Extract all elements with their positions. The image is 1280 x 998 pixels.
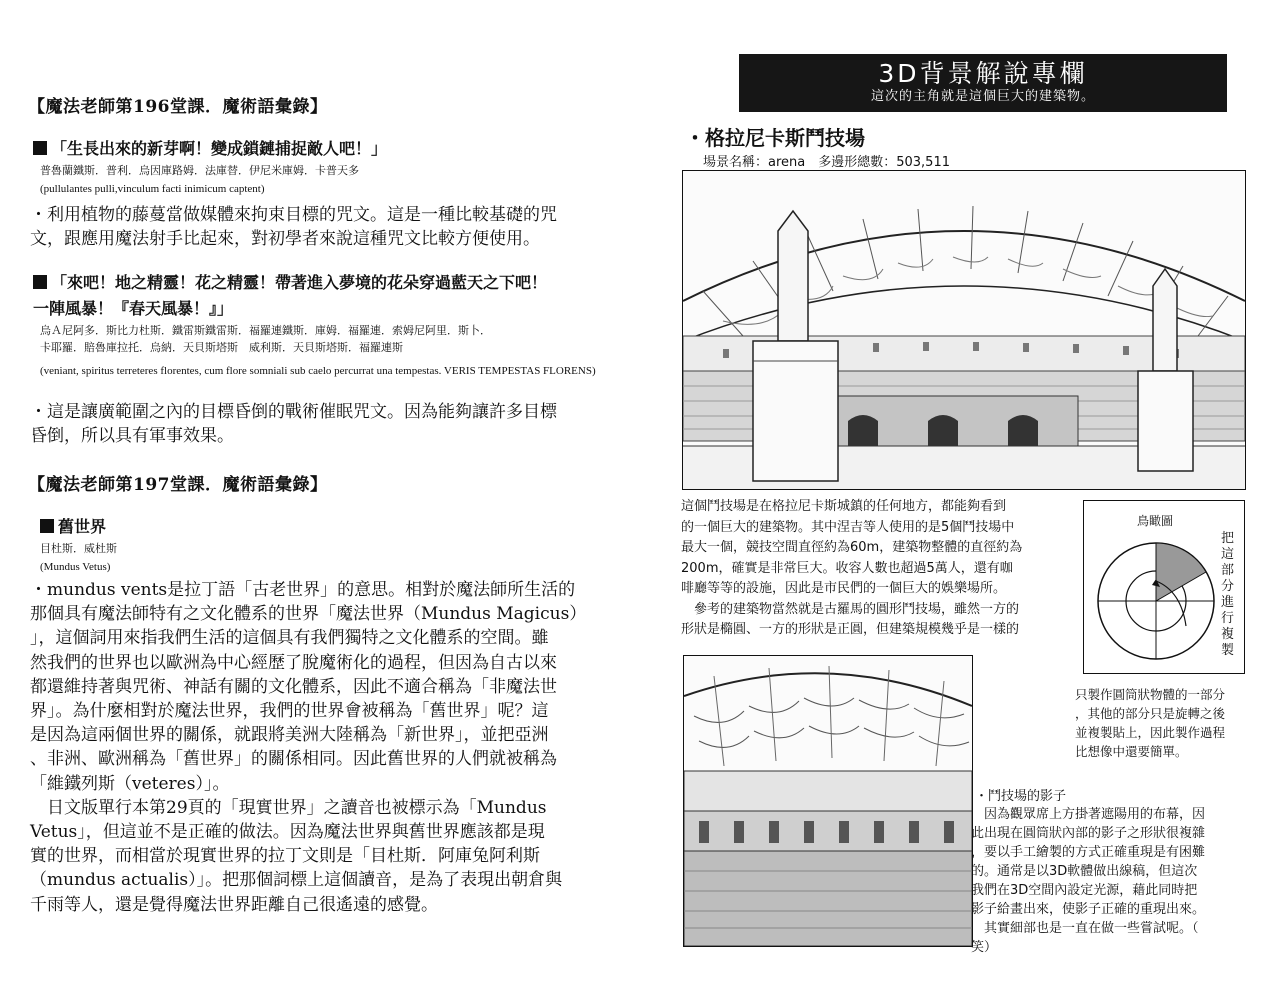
arena-illustration: [682, 170, 1246, 490]
shadow-line: 因為觀眾席上方掛著遮陽用的布幕，因: [971, 807, 1206, 822]
black-square-icon: [33, 275, 47, 289]
black-square-icon: [40, 519, 54, 533]
desc-line: 參考的建築物當然就是古羅馬的圓形鬥技場，雖然一方的: [681, 601, 1020, 617]
shadow-line: ，要以手工繪製的方式正確重現是有困難: [971, 845, 1206, 860]
section-196-title: 【魔法老師第196堂課．魔術語彙錄】: [28, 97, 328, 117]
old-world-heading: [40, 514, 106, 537]
desc-line: 的一個巨大的建築物。其中涅吉等人使用的是5個鬥技場中: [681, 519, 1015, 535]
spell2-heading: [33, 270, 547, 322]
body-line: 實的世界，而相當於現實世界的拉丁文則是「目杜斯．阿庫兔阿利斯: [30, 846, 540, 867]
body-line: 」，這個詞用來指我們生活的這個具有我們獨特之文化體系的空間。雖: [30, 628, 549, 649]
shadow-line: 笑）: [971, 940, 998, 955]
body-line: 然我們的世界也以歐洲為中心經歷了脫魔術化的過程，但因為自古以來: [30, 652, 557, 673]
desc-line: 200m，確實是非常巨大。收容人數也超過5萬人，還有咖: [681, 560, 1013, 576]
desc-line: 這個鬥技場是在格拉尼卡斯城鎮的任何地方，都能夠看到: [681, 499, 1007, 514]
reading-line: 卡耶羅．賠魯庫拉托．烏納．天貝斯塔斯 威利斯．天貝斯塔斯．福羅連斯: [40, 341, 403, 354]
old-world-reading: 目杜斯．威杜斯: [40, 542, 117, 555]
spell2-heading-line: 「來吧！地之精靈！花之精靈！帶著進入夢境的花朵穿過藍天之下吧！: [51, 273, 548, 292]
shadow-line: 的。通常是以3D軟體做出線稿，但這次: [971, 864, 1198, 879]
body-line: 那個具有魔法師特有之文化體系的世界「魔法世界（Mundus Magicus）: [30, 604, 587, 625]
body-line: 是因為這兩個世界的關係，就跟將美洲大陸稱為「新世界」，並把亞洲: [30, 725, 549, 746]
desc-line: 啡廳等等的設施，因此是市民們的一個巨大的娛樂場所。: [681, 581, 1007, 596]
spell2-body: [30, 400, 630, 448]
spell2-latin: (veniant, spiritus terreteres florentes, cum flore somniali sub caelo percurrat una tempestas. VERIS TEMPESTAS FLORENS): [40, 365, 596, 377]
spell1-heading: [33, 136, 387, 159]
spell1-body: [30, 203, 630, 251]
body-line: 文，跟應用魔法射手比起來，對初學者來說這種咒文比較方便使用。: [30, 229, 540, 249]
desc-line: 最大一個，競技空間直徑約為60m，建築物整體的直徑約為: [681, 540, 1023, 555]
spell2-heading-line: 一陣風暴！『春天風暴！』」: [33, 299, 234, 318]
body-line: 都還維持著與咒術、神話有關的文化體系，因此不適合稱為「非魔法世: [30, 676, 557, 697]
banner-title: 3D背景解說專欄: [878, 59, 1088, 88]
diagram-caption: [1075, 685, 1245, 761]
shadow-line: 此出現在圓筒狀內部的影子之形狀很複雜: [971, 826, 1206, 841]
spell1-reading: 普魯蘭鐵斯．普利．烏因庫路姆．法庫替．伊尼米庫姆．卡普天多: [40, 164, 359, 177]
body-line: Vetus」，但這並不是正確的做法。因為魔法世界與舊世界應該都是現: [30, 822, 545, 843]
birds-eye-diagram: [1083, 500, 1245, 674]
arena-title: ・格拉尼卡斯鬥技場: [685, 126, 865, 150]
body-line: ・這是讓廣範圍之內的目標昏倒的戰術催眠咒文。因為能夠讓許多目標: [30, 402, 557, 422]
arena-description: [681, 497, 1081, 641]
right-page: [645, 0, 1280, 998]
arena-shadow-illustration: [683, 655, 973, 947]
old-world-latin: (Mundus Vetus): [40, 561, 111, 573]
body-line: 「維鐵列斯（veteres）」。: [30, 773, 230, 794]
body-line: ・利用植物的藤蔓當做媒體來拘束目標的咒文。這是一種比較基礎的咒: [30, 205, 557, 225]
spell2-reading: [40, 322, 491, 356]
body-line: 、非洲、歐洲稱為「舊世界」的關係相同。因此舊世界的人們就被稱為: [30, 749, 557, 770]
spell1-latin: (pullulantes pulli,vinculum facti inimicum captent): [40, 183, 265, 195]
body-line: 千雨等人，還是覺得魔法世界距離自己很遙遠的感覺。: [30, 894, 438, 915]
shadow-line: 我們在3D空間內設定光源，藉此同時把: [971, 883, 1198, 898]
scene-info: 場景名稱：arena 多邊形總數：503,511: [703, 155, 950, 170]
body-line: 昏倒，所以具有軍事效果。: [30, 426, 234, 446]
body-line: （mundus actualis）」。把那個詞標上這個讀音，是為了表現出朝倉與: [30, 870, 563, 891]
circle-diagram: [1086, 531, 1226, 671]
section-197-title: 【魔法老師第197堂課．魔術語彙錄】: [28, 475, 328, 495]
diagram-label: 把這部分進行複製: [1221, 531, 1235, 658]
column-banner: [739, 54, 1227, 112]
body-line: ・mundus vents是拉丁語「古老世界」的意思。相對於魔法師所生活的: [30, 580, 576, 600]
arena-render-image: [683, 171, 1245, 489]
caption-line: 比想像中還要簡單。: [1075, 744, 1188, 759]
shadow-line: 其實細部也是一直在做一些嘗試呢。（: [971, 921, 1199, 936]
body-line: 日文版單行本第29頁的「現實世界」之讀音也被標示為「Mundus: [30, 797, 547, 818]
black-square-icon: [33, 141, 47, 155]
shadow-render-image: [684, 656, 972, 946]
reading-line: 烏Ａ尼阿多．斯比力杜斯．鐵雷斯鐵雷斯．福羅連鐵斯．庫姆．福羅連．索姆尼阿里．斯卜．: [40, 324, 491, 337]
old-world-body: [30, 578, 640, 917]
desc-line: 形狀是橢圓、一方的形狀是正圓，但建築規模幾乎是一樣的: [681, 622, 1020, 637]
diagram-title: 鳥瞰圖: [1137, 514, 1174, 528]
caption-line: ，其他的部分只是旋轉之後: [1075, 706, 1226, 721]
shadow-section-text: [971, 805, 1251, 957]
caption-line: 並複製貼上，因此製作過程: [1075, 725, 1226, 740]
old-world-heading-text: 舊世界: [58, 517, 107, 536]
spell1-heading-text: 「生長出來的新芽啊！變成鎖鏈捕捉敵人吧！」: [51, 139, 388, 158]
shadow-line: 影子給畫出來，使影子正確的重現出來。: [971, 902, 1206, 917]
shadow-section-title: ・鬥技場的影子: [975, 789, 1067, 804]
body-line: 界」。為什麼相對於魔法世界，我們的世界會被稱為「舊世界」呢？這: [30, 701, 549, 722]
caption-line: 只製作圓筒狀物體的一部分: [1075, 687, 1226, 702]
banner-subtitle: 這次的主角就是這個巨大的建築物。: [870, 89, 1095, 104]
